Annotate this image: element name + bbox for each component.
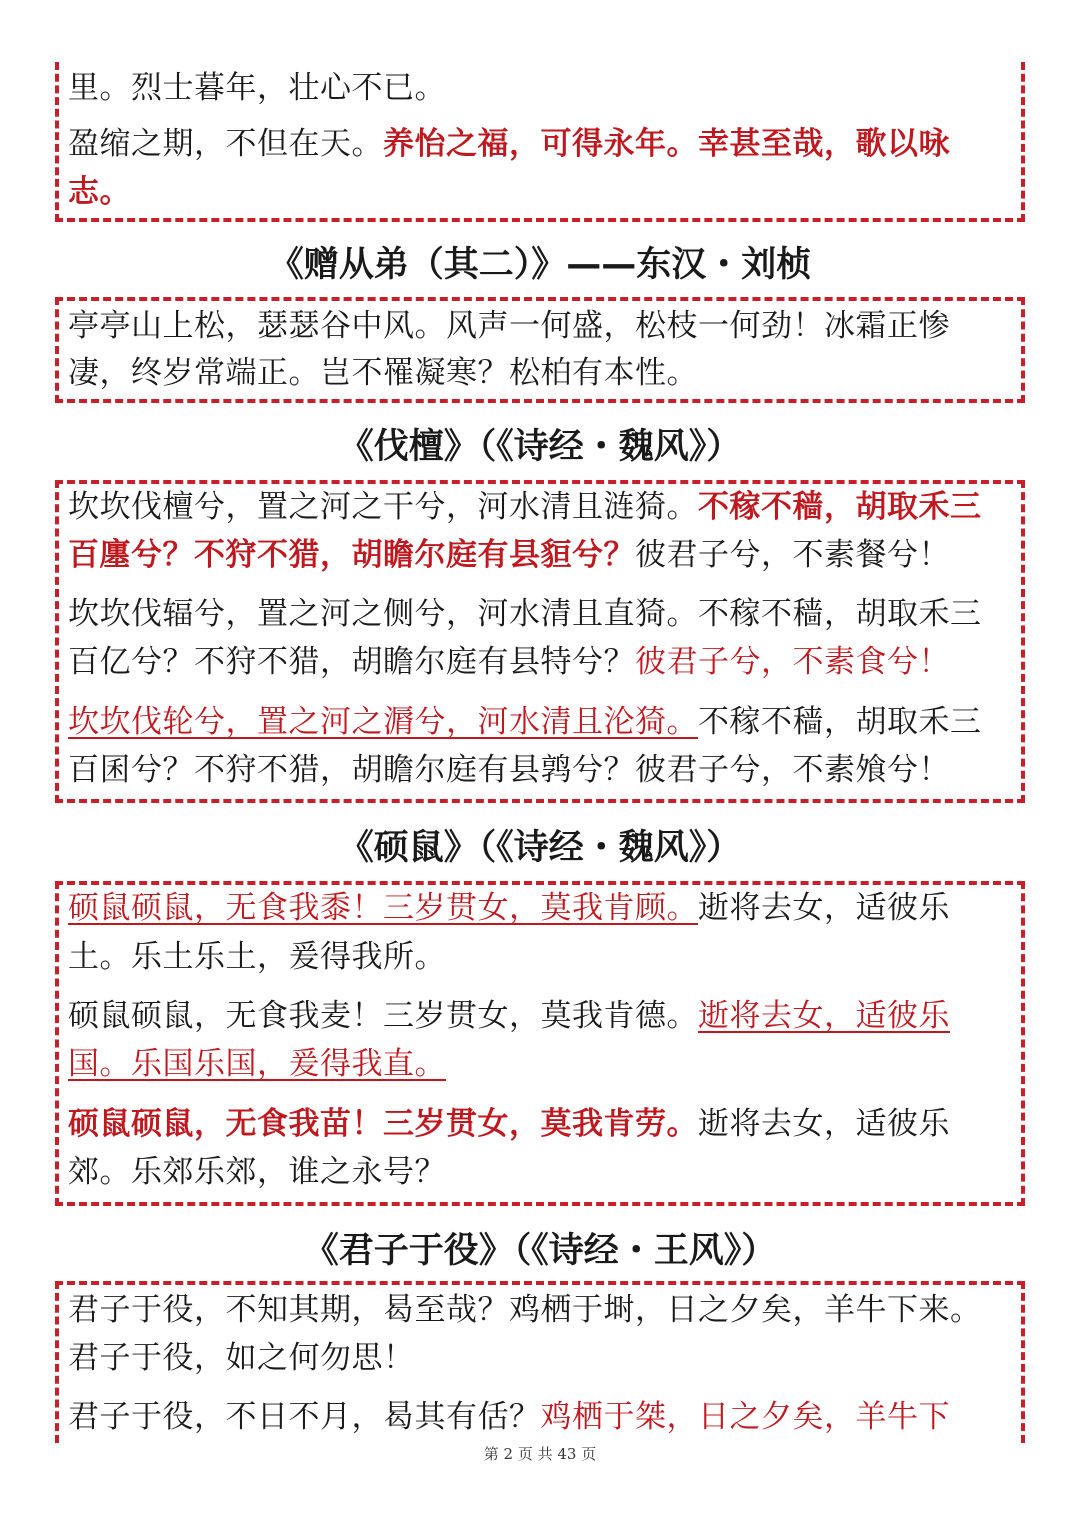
text-line: 里。烈士暮年，壮心不已。 [68, 70, 446, 106]
highlight-segment: 坎坎伐轮兮，置之河之漘兮，河水清且沦猗。 [68, 704, 698, 740]
text-line: 亭亭山上松，瑟瑟谷中风。风声一何盛，松枝一何劲！冰霜正惨 [68, 308, 950, 344]
text-segment: 君子于役，不日不月，曷其有佸？ [68, 1399, 541, 1435]
highlight-segment: 彼君子兮，不素食兮！ [635, 644, 950, 680]
text-segment: 不稼不穑，胡取禾三 [698, 704, 982, 740]
text-line: 凄，终岁常端正。岂不罹凝寒？松柏有本性。 [68, 355, 698, 391]
text-line [68, 888, 950, 928]
text-line [68, 1397, 950, 1437]
text-segment: 坎坎伐檀兮，置之河之干兮，河水清且涟猗。 [68, 489, 698, 525]
text-line [68, 535, 950, 575]
poem-title: 《伐檀》（《诗经・魏风》） [338, 427, 742, 467]
text-segment: 逝将去女，适彼乐 [698, 890, 950, 926]
text-line [68, 487, 982, 527]
text-segment: 百亿兮？不狩不猎，胡瞻尔庭有县特兮？ [68, 644, 635, 680]
text-line [68, 642, 950, 682]
text-line: 土。乐土乐土，爰得我所。 [68, 939, 446, 975]
highlight-line: 国。乐国乐国，爰得我直。 [68, 1046, 446, 1082]
highlight-segment: 百廛兮？不狩不猎，胡瞻尔庭有县貆兮？ [68, 537, 635, 573]
highlight-segment: 硕鼠硕鼠，无食我苗！三岁贯女，莫我肯劳。 [68, 1106, 698, 1142]
highlight-segment: 鸡栖于桀，日之夕矣，羊牛下 [540, 1399, 950, 1435]
text-segment: 硕鼠硕鼠，无食我麦！三岁贯女，莫我肯德。 [68, 998, 698, 1034]
page-number: 第 2 页 共 43 页 [483, 1445, 597, 1463]
text-line [68, 996, 950, 1036]
text-line: 坎坎伐辐兮，置之河之侧兮，河水清且直猗。不稼不穑，胡取禾三 [68, 596, 982, 632]
highlight-segment: 硕鼠硕鼠，无食我黍！三岁贯女，莫我肯顾。 [68, 890, 698, 926]
text-line [68, 702, 982, 742]
text-segment: 盈缩之期，不但在天。 [68, 126, 383, 162]
highlight-segment: 养怡之福，可得永年。幸甚至哉，歌以咏 [383, 126, 950, 162]
poem-title: 《硕鼠》（《诗经・魏风》） [338, 828, 742, 868]
highlight-segment: 逝将去女，适彼乐 [698, 998, 950, 1034]
text-segment: 彼君子兮，不素餐兮！ [635, 537, 950, 573]
highlight-segment: 不稼不穑，胡取禾三 [698, 489, 982, 525]
text-line: 百囷兮？不狩不猎，胡瞻尔庭有县鹑兮？彼君子兮，不素飧兮！ [68, 752, 950, 788]
text-line [68, 1104, 950, 1144]
text-line [68, 124, 950, 164]
text-line: 君子于役，不知其期，曷至哉？鸡栖于埘，日之夕矣，羊牛下来。 [68, 1292, 982, 1328]
highlight-line: 志。 [68, 174, 131, 210]
text-line: 郊。乐郊乐郊，谁之永号？ [68, 1154, 446, 1190]
poem-title: 《赠从弟（其二）》——东汉・刘桢 [268, 245, 812, 285]
text-segment: 逝将去女，适彼乐 [698, 1106, 950, 1142]
poem-title: 《君子于役》（《诗经・王风》） [303, 1231, 777, 1271]
text-line: 君子于役，如之何勿思！ [68, 1340, 415, 1376]
